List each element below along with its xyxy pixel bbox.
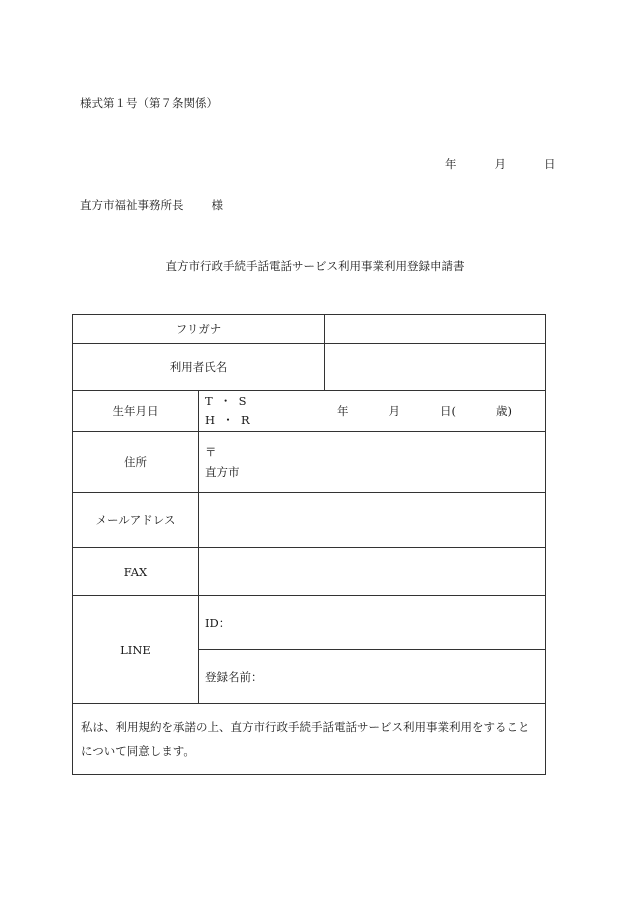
birthdate-row — [73, 391, 546, 432]
city-prefix: 直方市 — [205, 465, 240, 479]
application-date — [445, 156, 556, 172]
email-row — [73, 493, 546, 548]
birth-date-parts — [337, 403, 512, 419]
era-r[interactable]: R — [241, 413, 250, 427]
furigana-label: フリガナ — [73, 315, 325, 344]
postal-mark: 〒 — [205, 445, 217, 459]
era-h[interactable]: H — [205, 413, 216, 427]
birth-age-label: 歳) — [496, 404, 512, 418]
name-label: 利用者氏名 — [73, 344, 325, 391]
registration-form-table — [72, 314, 546, 775]
date-day-label: 日 — [544, 157, 556, 171]
era-t[interactable]: T — [205, 394, 213, 408]
consent-text: 私は、利用規約を承諾の上、直方市行政手続手話電話サービス利用事業利用をすることについて同意します。 — [73, 704, 546, 775]
address-row — [73, 432, 546, 493]
era-row-1 — [205, 393, 247, 409]
era-s[interactable]: S — [238, 394, 247, 408]
line-id-label: ID： — [205, 615, 231, 630]
fax-field[interactable] — [199, 548, 546, 596]
line-id-row — [73, 596, 546, 650]
birthdate-field[interactable] — [199, 391, 546, 432]
name-field[interactable] — [325, 344, 546, 391]
fax-row — [73, 548, 546, 596]
name-row — [73, 344, 546, 391]
addressee — [80, 197, 223, 213]
birth-day-label: 日( — [440, 404, 456, 418]
consent-row — [73, 704, 546, 775]
line-id-field[interactable] — [199, 596, 546, 650]
addressee-suffix: 様 — [211, 198, 223, 212]
birthdate-label: 生年月日 — [73, 391, 199, 432]
form-number: 様式第１号（第７条関係） — [80, 96, 218, 110]
fax-label: FAX — [73, 548, 199, 596]
birth-year-label: 年 — [337, 404, 349, 418]
email-label: メールアドレス — [73, 493, 199, 548]
address-label: 住所 — [73, 432, 199, 493]
line-name-field[interactable] — [199, 650, 546, 704]
date-month-label: 月 — [494, 157, 506, 171]
era-row-2 — [205, 412, 250, 428]
addressee-name: 直方市福祉事務所長 — [80, 198, 184, 212]
document-title: 直方市行政手続手話電話サービス利用事業利用登録申請書 — [165, 259, 465, 273]
line-name-label: 登録名前： — [205, 669, 263, 684]
address-field[interactable] — [199, 432, 546, 493]
date-year-label: 年 — [445, 157, 457, 171]
line-label: LINE — [73, 596, 199, 704]
furigana-field[interactable] — [325, 315, 546, 344]
era-dot: ・ — [222, 413, 234, 427]
email-field[interactable] — [199, 493, 546, 548]
furigana-row — [73, 315, 546, 344]
birth-month-label: 月 — [388, 404, 400, 418]
era-dot: ・ — [219, 394, 232, 408]
